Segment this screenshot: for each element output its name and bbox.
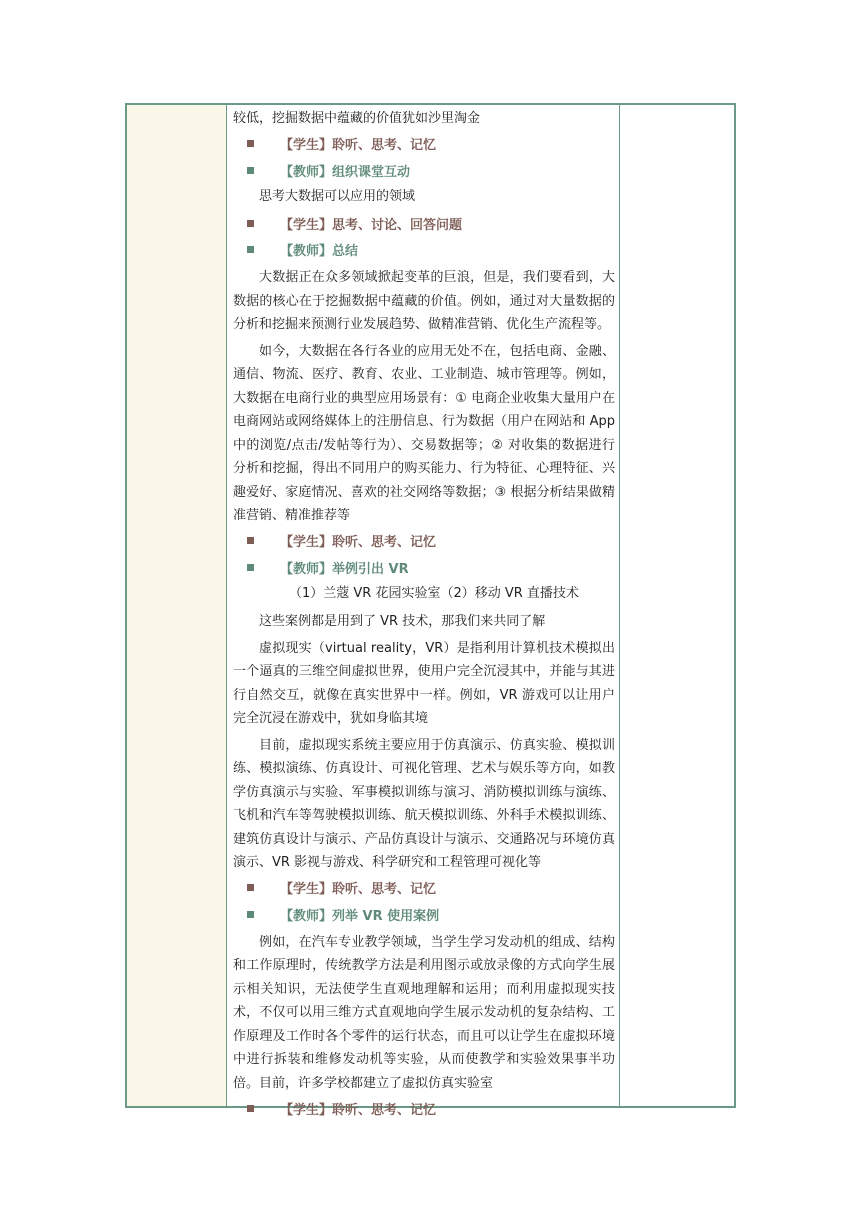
student-bullet — [233, 1095, 615, 1122]
paragraph: 例如，在汽车专业教学领域，当学生学习发动机的组成、结构和工作原理时，传统教学方法是利用图示或放录像的方式向学生展示相关知识，无法使学生直观地理解和运用；而利用虚拟现实技术，不仅可以用三维方式直观地向学生展示发动机的复杂结构、工作原理及工作时各个零件的运行状态，而且可以让学生在虚拟环境中进行拆装和维修发动机等实验，从而使教学和实验效果事半功倍。目前，许多学校都建立了虚拟仿真实验室 — [233, 934, 615, 1091]
paragraph: 目前，虚拟现实系统主要应用于仿真演示、仿真实验、模拟训练、模拟演练、仿真设计、可视化管理、艺术与娱乐等方向，如教学仿真演示与实验、军事模拟训练与演习、消防模拟训练与演练、飞机和汽车等驾驶模拟训练、航天模拟训练、外科手术模拟训练、建筑仿真设计与演示、产品仿真设计与演示、交通路况与环境仿真演示、VR 影视与游戏、科学研究和工程管理可视化等 — [233, 737, 615, 870]
square-bullet-icon — [247, 246, 254, 253]
text-line: 思考大数据可以应用的领域 — [259, 188, 416, 204]
square-bullet-icon — [247, 1105, 254, 1112]
paragraph: 这些案例都是用到了 VR 技术，那我们来共同了解 — [259, 614, 546, 629]
square-bullet-icon — [247, 884, 254, 891]
teacher-bullet — [233, 237, 615, 264]
paragraph: 较低，挖掘数据中蕴藏的价值犹如沙里淘金 — [233, 111, 481, 126]
square-bullet-icon — [247, 911, 254, 918]
left-column — [127, 105, 227, 1106]
square-bullet-icon — [247, 167, 254, 174]
square-bullet-icon — [247, 564, 254, 571]
bullet-label: 【教师】列举 VR 使用案例 — [280, 908, 440, 924]
bullet-label: 【学生】思考、讨论、回答问题 — [280, 217, 463, 233]
bullet-label: 【教师】举例引出 VR — [280, 561, 409, 577]
bullet-label: 【学生】聆听、思考、记忆 — [280, 535, 437, 551]
paragraph: 虚拟现实（virtual reality，VR）是指利用计算机技术模拟出一个逼真的三维空间虚拟世界，使用户完全沉浸其中，并能与其进行自然交互，就像在真实世界中一样。例如，VR 游戏可以让用户完全沉浸在游戏中，犹如身临其境 — [233, 640, 615, 726]
content-column — [233, 105, 615, 1122]
student-bullet — [233, 210, 615, 237]
student-bullet — [233, 528, 615, 555]
paragraph: 如今，大数据在各行各业的应用无处不在，包括电商、金融、通信、物流、医疗、教育、农业、工业制造、城市管理等。例如，大数据在电商行业的典型应用场景有：① 电商企业收集大量用户在电商网站或网络媒体上的注册信息、行为数据（用户在网站和 App 中的浏览/点击/发帖等行为）、交易数据等；② 对收集的数据进行分析和挖掘，得出不同用户的购买能力、行为特征、心理特征、兴趣爱好、家庭情况、喜欢的社交网络等数据；③ 根据分析结果做精准营销、精准推荐等 — [233, 343, 615, 523]
teacher-bullet — [233, 901, 615, 928]
bullet-label: 【学生】聆听、思考、记忆 — [280, 138, 437, 154]
teacher-bullet — [233, 554, 615, 581]
bullet-label: 【学生】聆听、思考、记忆 — [280, 1102, 437, 1118]
paragraph: 大数据正在众多领域掀起变革的巨浪，但是，我们要看到，大数据的核心在于挖掘数据中蕴藏的价值。例如，通过对大量数据的分析和挖掘来预测行业发展趋势、做精准营销、优化生产流程等。 — [233, 270, 615, 332]
square-bullet-icon — [247, 140, 254, 147]
student-bullet — [233, 131, 615, 158]
square-bullet-icon — [247, 537, 254, 544]
square-bullet-icon — [247, 220, 254, 227]
teacher-bullet — [233, 157, 615, 184]
lesson-table — [125, 103, 736, 1118]
bullet-label: 【学生】聆听、思考、记忆 — [280, 882, 437, 898]
right-column — [619, 105, 734, 1106]
student-bullet — [233, 875, 615, 902]
bullet-label: 【教师】组织课堂互动 — [280, 164, 411, 180]
text-line: （1）兰蔻 VR 花园实验室（2）移动 VR 直播技术 — [289, 585, 579, 601]
bullet-label: 【教师】总结 — [280, 244, 359, 260]
